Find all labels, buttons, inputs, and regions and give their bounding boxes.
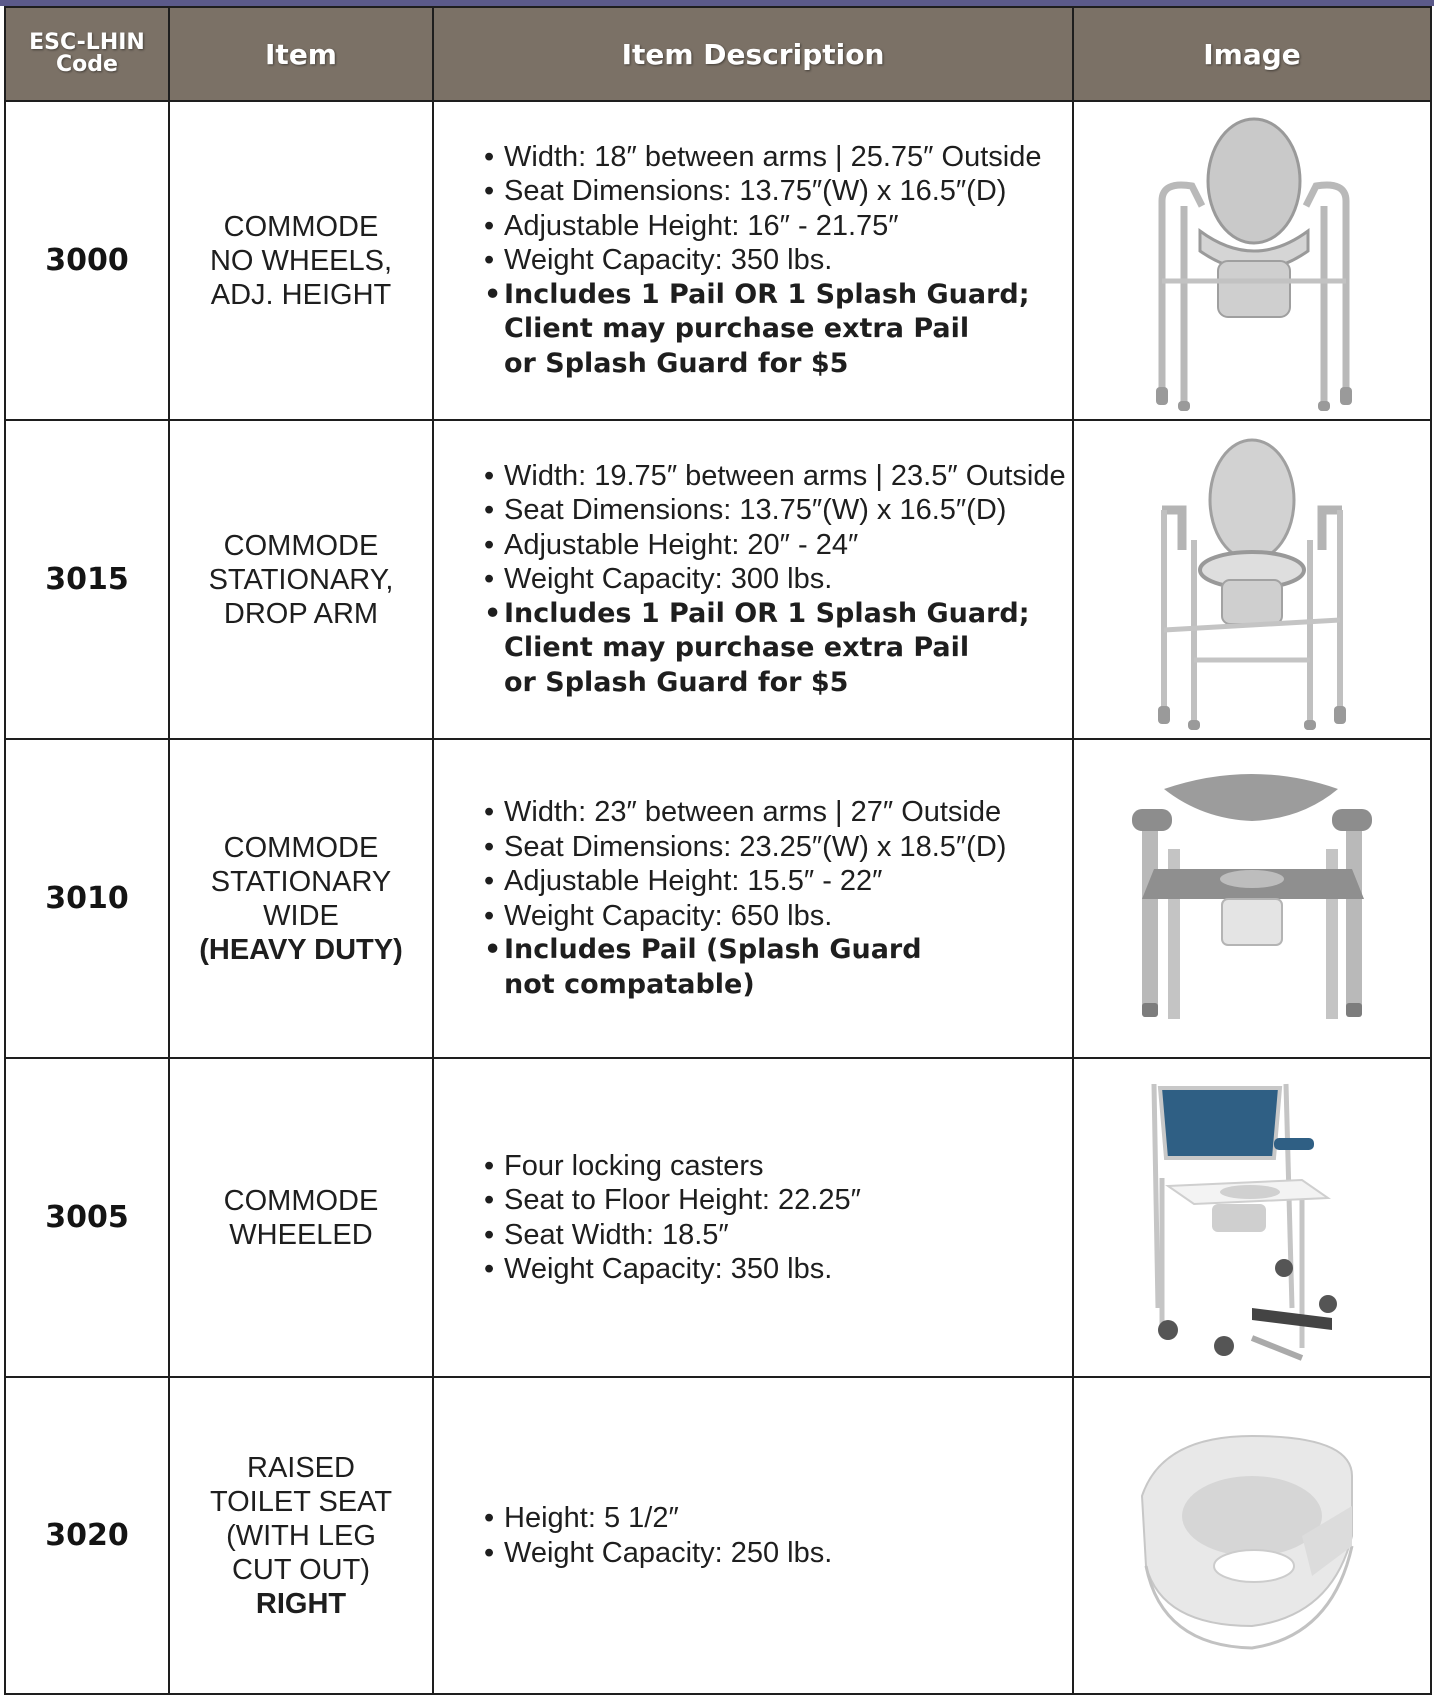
description-bullet: • Adjustable Height: 15.5″ - 22″ <box>484 864 1072 899</box>
description-bullet: • Adjustable Height: 16″ - 21.75″ <box>484 209 1072 244</box>
item-code: 3015 <box>5 420 169 739</box>
description-bullet-bold <box>484 597 1072 701</box>
table-row <box>5 101 1431 420</box>
bold-bullet-line: not compatable) <box>504 968 755 1000</box>
item-name-emphasis: (HEAVY DUTY) <box>199 933 403 966</box>
item-name-line: WHEELED <box>229 1218 373 1251</box>
item-name-line: (WITH LEG <box>226 1519 376 1552</box>
raised-toilet-seat-icon <box>1102 1416 1402 1656</box>
description-bullet: • Width: 23″ between arms | 27″ Outside <box>484 795 1072 830</box>
table-row <box>5 1058 1431 1377</box>
bold-bullet-line: or Splash Guard for $5 <box>504 347 849 379</box>
bold-bullet-line: • Includes 1 Pail OR 1 Splash Guard; <box>504 278 1030 310</box>
item-name-line: DROP ARM <box>223 597 379 630</box>
item-image <box>1073 739 1431 1058</box>
item-name-line: COMMODE <box>223 1184 379 1217</box>
description-bullet: • Seat Dimensions: 23.25″(W) x 18.5″(D) <box>484 830 1072 865</box>
description-bullet-bold <box>484 933 1072 1002</box>
item-name-line: NO WHEELS, <box>209 244 393 277</box>
commode-no-wheels-icon <box>1102 111 1402 411</box>
equipment-table <box>4 6 1432 1695</box>
item-name-line: COMMODE <box>223 831 379 864</box>
item-name <box>169 420 433 739</box>
description-bullet: • Weight Capacity: 350 lbs. <box>484 243 1072 278</box>
commode-drop-arm-icon <box>1102 430 1402 730</box>
item-description <box>433 420 1073 739</box>
bold-bullet-line: • Includes Pail (Splash Guard <box>504 934 922 965</box>
item-image <box>1073 420 1431 739</box>
item-description <box>433 1377 1073 1694</box>
item-name <box>169 739 433 1058</box>
bold-bullet-line: • Includes 1 Pail OR 1 Splash Guard; <box>504 597 1030 629</box>
description-bullet: • Width: 18″ between arms | 25.75″ Outside <box>484 140 1072 175</box>
description-bullet: • Height: 5 1/2″ <box>484 1501 1072 1536</box>
table-row <box>5 420 1431 739</box>
item-image <box>1073 1058 1431 1377</box>
description-bullet: • Seat Dimensions: 13.75″(W) x 16.5″(D) <box>484 174 1072 209</box>
item-name-line: WIDE <box>263 899 339 932</box>
header-code-line1: ESC-LHIN <box>29 30 145 55</box>
description-bullet: • Weight Capacity: 650 lbs. <box>484 899 1072 934</box>
item-name-line: RAISED <box>247 1451 355 1484</box>
item-image <box>1073 101 1431 420</box>
item-name-line: COMMODE <box>223 210 379 243</box>
item-description <box>433 739 1073 1058</box>
table-row <box>5 1377 1431 1694</box>
item-code: 3000 <box>5 101 169 420</box>
commode-heavy-duty-icon <box>1102 759 1402 1039</box>
item-name-line: STATIONARY <box>210 865 392 898</box>
bold-bullet-line: or Splash Guard for $5 <box>504 666 849 698</box>
bullet-list <box>484 459 1072 701</box>
description-bullet: • Adjustable Height: 20″ - 24″ <box>484 528 1072 563</box>
description-bullet: • Weight Capacity: 350 lbs. <box>484 1252 1072 1287</box>
description-bullet: • Seat Dimensions: 13.75″(W) x 16.5″(D) <box>484 493 1072 528</box>
item-image <box>1073 1377 1431 1694</box>
header-code-line2: Code <box>56 52 118 77</box>
item-name-emphasis: RIGHT <box>255 1587 347 1620</box>
item-name-line: ADJ. HEIGHT <box>210 278 392 311</box>
bold-bullet-line: Client may purchase extra Pail <box>504 632 970 664</box>
item-name-line: STATIONARY, <box>208 563 394 596</box>
header-image: Image <box>1073 7 1431 101</box>
item-description <box>433 101 1073 420</box>
item-name <box>169 101 433 420</box>
header-description: Item Description <box>433 7 1073 101</box>
description-bullet: • Weight Capacity: 300 lbs. <box>484 562 1072 597</box>
commode-wheeled-icon <box>1102 1068 1402 1368</box>
item-code: 3020 <box>5 1377 169 1694</box>
item-name <box>169 1377 433 1694</box>
description-bullet-bold <box>484 278 1072 382</box>
item-description <box>433 1058 1073 1377</box>
item-name <box>169 1058 433 1377</box>
description-bullet: • Weight Capacity: 250 lbs. <box>484 1536 1072 1571</box>
item-name-line: COMMODE <box>223 529 379 562</box>
bullet-list <box>484 795 1072 1002</box>
description-bullet: • Four locking casters <box>484 1149 1072 1184</box>
description-bullet: • Width: 19.75″ between arms | 23.5″ Outside <box>484 459 1072 494</box>
header-code <box>5 7 169 101</box>
bullet-list <box>484 1149 1072 1287</box>
item-name-line: TOILET SEAT <box>209 1485 393 1518</box>
bullet-list <box>484 140 1072 382</box>
header-row <box>5 7 1431 101</box>
header-item: Item <box>169 7 433 101</box>
item-name-line: CUT OUT) <box>231 1553 370 1586</box>
table-row <box>5 739 1431 1058</box>
description-bullet: • Seat Width: 18.5″ <box>484 1218 1072 1253</box>
item-code: 3010 <box>5 739 169 1058</box>
bullet-list <box>484 1501 1072 1570</box>
bold-bullet-line: Client may purchase extra Pail <box>504 313 970 345</box>
description-bullet: • Seat to Floor Height: 22.25″ <box>484 1183 1072 1218</box>
item-code: 3005 <box>5 1058 169 1377</box>
